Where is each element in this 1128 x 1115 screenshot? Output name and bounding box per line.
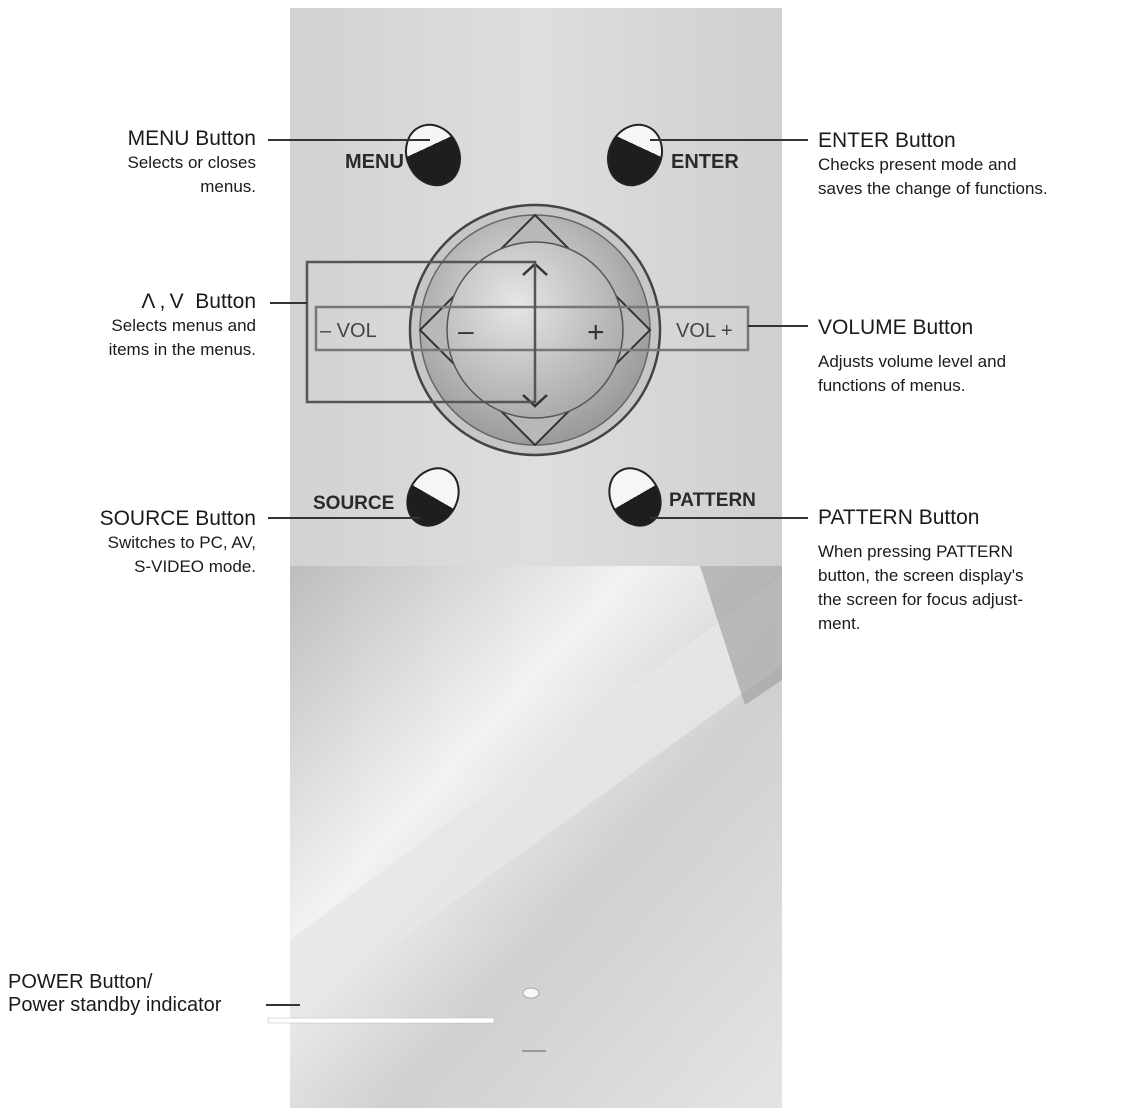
power-callout-desc-1: Power standby indicator (8, 994, 222, 1016)
pattern-callout-desc-3: the screen for focus adjust- (818, 589, 1024, 609)
updown-callout (40, 290, 256, 362)
menu-callout (40, 127, 256, 199)
vol-plus-label: VOL + (676, 320, 733, 342)
updown-callout-desc-2: items in the menus. (108, 339, 256, 359)
updown-callout-desc-1: Selects menus and (111, 316, 256, 336)
source-callout (30, 507, 256, 579)
power-button-shape[interactable] (523, 988, 539, 998)
pattern-callout (818, 506, 1118, 635)
pattern-callout-desc-4: ment. (818, 613, 861, 633)
vol-minus-label: – VOL (320, 320, 377, 342)
source-callout-title: SOURCE Button (99, 507, 256, 530)
enter-callout-desc-1: Checks present mode and (818, 155, 1017, 175)
menu-callout-desc-2: menus. (200, 176, 256, 196)
enter-callout (818, 129, 1118, 201)
volume-callout (818, 316, 1118, 398)
source-callout-desc-2: S-VIDEO mode. (134, 556, 256, 576)
updown-callout-title: Button (195, 290, 256, 313)
menu-panel-label: MENU (345, 151, 404, 173)
volume-callout-title: VOLUME Button (818, 316, 974, 339)
enter-panel-label: ENTER (671, 151, 739, 173)
power-indicator-bar (268, 1018, 494, 1023)
plus-sign[interactable]: + (587, 316, 605, 349)
pattern-callout-desc-1: When pressing PATTERN (818, 542, 1013, 562)
source-panel-label: SOURCE (313, 493, 395, 514)
power-callout-title: POWER Button/ (8, 971, 153, 993)
enter-callout-title: ENTER Button (818, 129, 956, 152)
volume-callout-desc-1: Adjusts volume level and (818, 352, 1007, 372)
enter-callout-desc-2: saves the change of functions. (818, 178, 1048, 198)
minus-sign[interactable]: – (458, 315, 474, 346)
updown-callout-title-row (40, 290, 256, 314)
power-callout (8, 971, 268, 1017)
pattern-callout-desc-2: button, the screen display's (818, 565, 1024, 585)
pattern-callout-title: PATTERN Button (818, 506, 980, 529)
up-down-symbol-icon: Λ , V (141, 290, 196, 313)
menu-callout-title: MENU Button (127, 127, 256, 150)
pattern-panel-label: PATTERN (669, 490, 756, 511)
source-callout-desc-1: Switches to PC, AV, (107, 533, 256, 553)
menu-callout-desc-1: Selects or closes (127, 153, 256, 173)
volume-callout-desc-2: functions of menus. (818, 375, 966, 395)
